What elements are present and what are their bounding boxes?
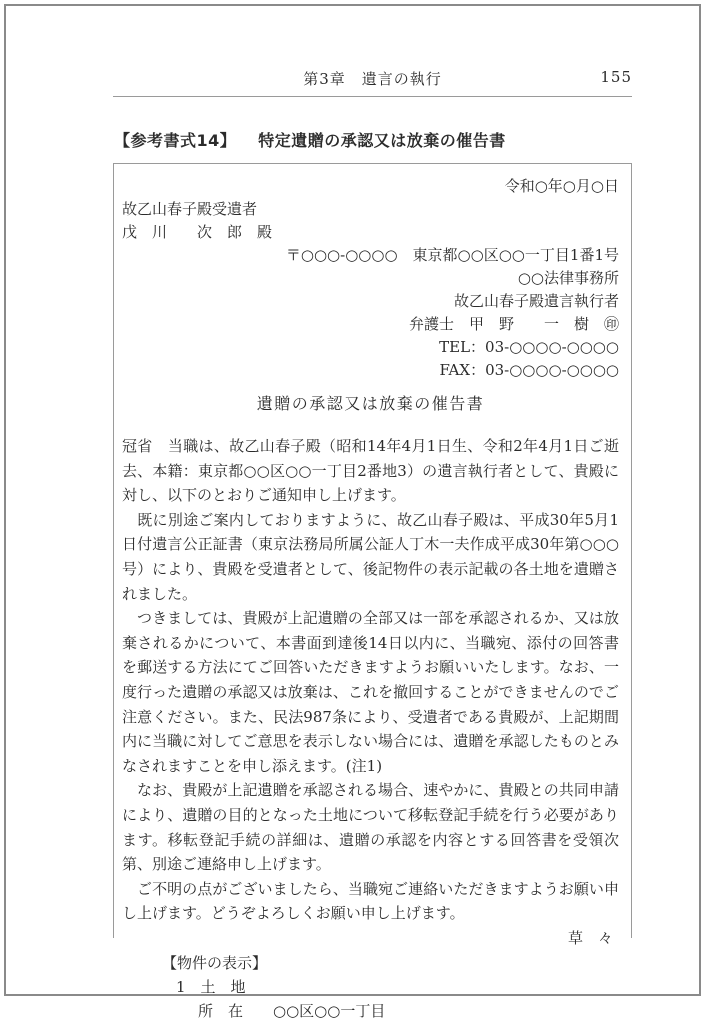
sender-role: 故乙山春子殿遺言執行者	[453, 292, 619, 310]
sender-name-seal: 弁護士 甲 野 一 樹 ㊞	[408, 315, 619, 333]
letter-paragraph: なお、貴殿が上記遺贈を承認される場合、速やかに、貴殿との共同申請により、遺贈の目的となった土地について移転登記手続を行う必要があります。移転登記手続の詳細は、遺贈の承認を内容とする回答書を受領次第、別途ご連絡申し上げます。	[122, 781, 619, 874]
recipient-line-1: 故乙山春子殿受遺者	[122, 200, 258, 218]
letter-date: 令和○年○月○日	[504, 177, 619, 195]
sender-office: ○○法律事務所	[517, 269, 619, 287]
recipient-line-2: 戊 川 次 郎 殿	[122, 223, 273, 241]
letter-closing: 草 々	[567, 928, 613, 947]
sample-letter-box	[113, 163, 632, 1020]
property-location: 所 在 ○○区○○一丁目	[198, 1001, 386, 1020]
form-caption-title: 特定遺贈の承認又は放棄の催告書	[258, 131, 506, 150]
running-head	[113, 68, 632, 92]
letter-paragraph: つきましては、貴殿が上記遺贈の全部又は一部を承認されるか、又は放棄されるかについて、本書面到達後14日以内に、当職宛、添付の回答書を郵送する方法にてご回答いただきますようお願いいたします。なお、一度行った遺贈の承認又は放棄は、これを撤回することができませんのでご注意ください。また、民法987条により、受遺者である貴殿が、上記期間内に当職に対してご意思を表示しない場合には、遺贈を承認したものとみなされますことを申し添えます。(注1)	[122, 609, 619, 775]
sender-fax: FAX：03-○○○○-○○○○	[439, 361, 619, 379]
header-rule	[113, 96, 632, 97]
letter-paragraph: 冠省 当職は、故乙山春子殿（昭和14年4月1日生、令和2年4月1日ご逝去、本籍：東京都○○区○○一丁目2番地3）の遺言執行者として、貴殿に対し、以下のとおりご通知申し上げます。	[122, 437, 619, 505]
letter-paragraph: 既に別途ご案内しておりますように、故乙山春子殿は、平成30年5月1日付遺言公正証書（東京法務局所属公証人丁木一夫作成平成30年第○○○号）により、貴殿を受遺者として、後記物件の表示記載の各土地を遺贈されました。	[122, 510, 619, 603]
sender-tel: TEL：03-○○○○-○○○○	[439, 338, 619, 356]
chapter-title: 第3章 遺言の執行	[303, 70, 442, 88]
form-caption-label: 【参考書式14】	[114, 131, 237, 150]
page-number: 155	[600, 68, 632, 86]
property-item-land: 1 土 地	[176, 977, 246, 996]
property-list-heading: 【物件の表示】	[162, 953, 268, 972]
letter-title: 遺贈の承認又は放棄の催告書	[256, 394, 485, 413]
form-caption	[114, 128, 506, 151]
letter-paragraph: ご不明の点がございましたら、当職宛ご連絡いただきますようお願い申し上げます。どうぞよろしくお願い申し上げます。	[122, 879, 619, 923]
letter-body	[122, 434, 619, 926]
sender-address: 〒○○○-○○○○ 東京都○○区○○一丁目1番1号	[285, 246, 619, 264]
